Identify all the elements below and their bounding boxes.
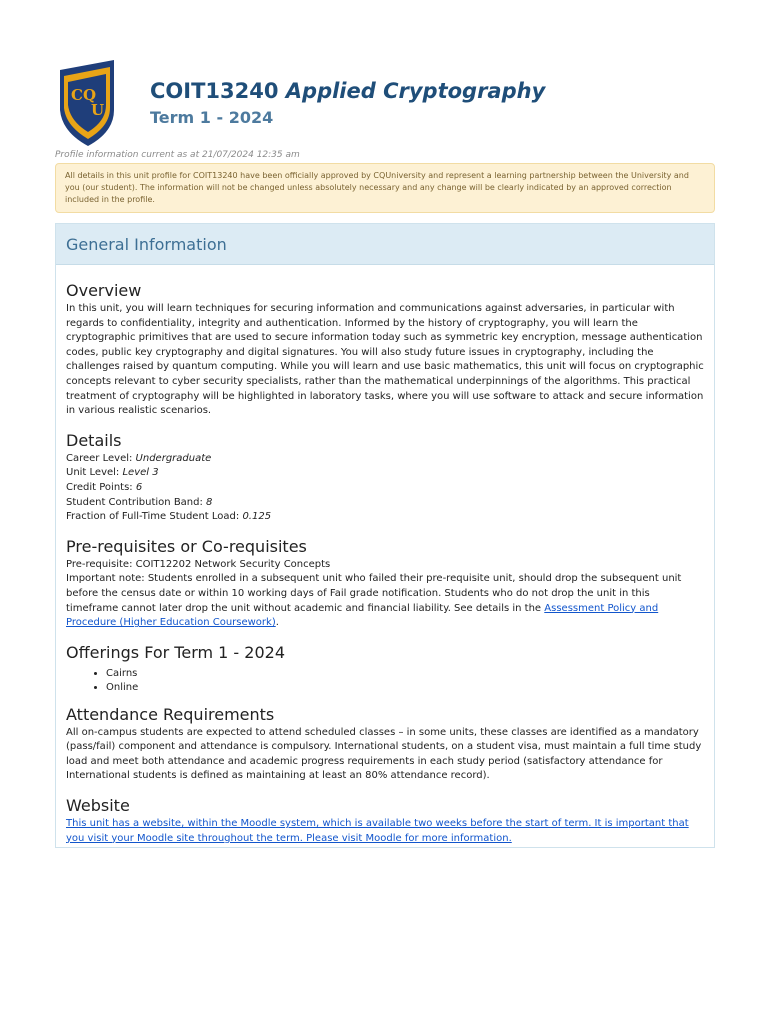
details-career-level: [66, 452, 704, 467]
detail-value: 6: [135, 481, 143, 493]
detail-value: Level 3: [122, 467, 159, 479]
list-item: • Cairns: [106, 667, 704, 681]
details-heading: Details: [66, 430, 122, 450]
prereq-heading: Pre-requisites or Co-requisites: [66, 536, 307, 556]
detail-value: 0.125: [242, 511, 272, 523]
card-body: [56, 265, 714, 846]
overview-text: In this unit, you will learn techniques for securing information and communications against adversaries, in particular with regards to confidentiality, integrity and authentication. Informed by the history of cryptography, you will learn the cryptographic primitives that are used to secure information today such as symmetric key encryption, message authentication codes, public key cryptography and digital signatures. You will also study future issues in cryptography, including the challenges raised by quantum computing. While you will learn and use basic mathematics, this unit will focus on cryptographic concepts relevant to cyber security specialists, rather than the mathematical underpinnings of the algorithms. This practical treatment of cryptography will be highlighted in laboratory tasks, where you will use software to attack and secure information in various realistic scenarios.: [66, 303, 704, 417]
unit-code: COIT13240: [150, 79, 279, 103]
profile-timestamp: Profile information current as at 21/07/2024 12:35 am: [55, 150, 300, 160]
prereq-note-text: Important note: Students enrolled in a subsequent unit who failed their pre-requisite unit, should drop the subsequent unit before the census date or within 10 working days of Fail grade notification. Students who do not drop the unit in this timeframe cannot later drop the unit without academic and financial liability. See details in the: [66, 573, 682, 614]
detail-label: Credit Points:: [66, 481, 136, 493]
general-information-card: [55, 223, 715, 848]
detail-label: Student Contribution Band:: [66, 496, 207, 508]
detail-label: Fraction of Full-Time Student Load:: [66, 511, 243, 523]
prereq-note-end: .: [275, 617, 279, 629]
details-list: [66, 452, 704, 525]
overview-heading: Overview: [66, 281, 142, 300]
attendance-heading: Attendance Requirements: [66, 704, 275, 724]
detail-value: 8: [206, 496, 213, 508]
assessment-policy-link[interactable]: Assessment Policy and Procedure (Higher Education Coursework): [66, 602, 659, 629]
card-heading: General Information: [56, 224, 714, 265]
svg-text:CQ: CQ: [71, 86, 97, 104]
detail-label: Career Level:: [66, 452, 136, 464]
list-item: • Online: [106, 681, 704, 695]
detail-value: Undergraduate: [135, 452, 212, 464]
prereq-text: Pre-requisite: COIT12202 Network Security Concepts: [66, 558, 331, 570]
details-contribution-band: [66, 496, 704, 511]
page-header: [58, 60, 718, 150]
title-block: [150, 77, 545, 129]
attendance-text: All on-campus students are expected to attend scheduled classes – in some units, these classes are identified as a mandatory (pass/fail) component and attendance is compulsory. International students, on a student visa, must maintain a full time study load and meet both attendance and academic progress requirements in each study period (satisfactory attendance for International students is defined as maintaining at least an 80% attendance record).: [66, 726, 702, 782]
offerings-list: [66, 667, 704, 695]
term-subtitle: Term 1 - 2024: [150, 108, 274, 127]
detail-label: Unit Level:: [66, 467, 123, 479]
unit-name: Applied Cryptography: [285, 79, 546, 103]
prereq-note: [66, 572, 704, 630]
offerings-heading: Offerings For Term 1 - 2024: [66, 642, 285, 662]
details-credit-points: [66, 481, 704, 496]
approval-notice: All details in this unit profile for COIT13240 have been officially approved by CQUniversity and represent a learning partnership between the University and you (our student). The information will not be changed unless absolutely necessary and any change will be clearly indicated by an approved correction included in the profile.: [55, 163, 715, 213]
svg-text:U: U: [91, 101, 105, 119]
website-heading: Website: [66, 796, 130, 816]
details-student-load: [66, 510, 704, 525]
cqu-logo: [58, 60, 118, 146]
page-title: [150, 77, 545, 105]
website-paragraph: [66, 817, 704, 846]
details-unit-level: [66, 466, 704, 481]
moodle-website-link[interactable]: This unit has a website, within the Moodle system, which is available two weeks before the start of term. It is important that you visit your Moodle site throughout the term. Please visit Moodle for more information.: [66, 818, 689, 844]
